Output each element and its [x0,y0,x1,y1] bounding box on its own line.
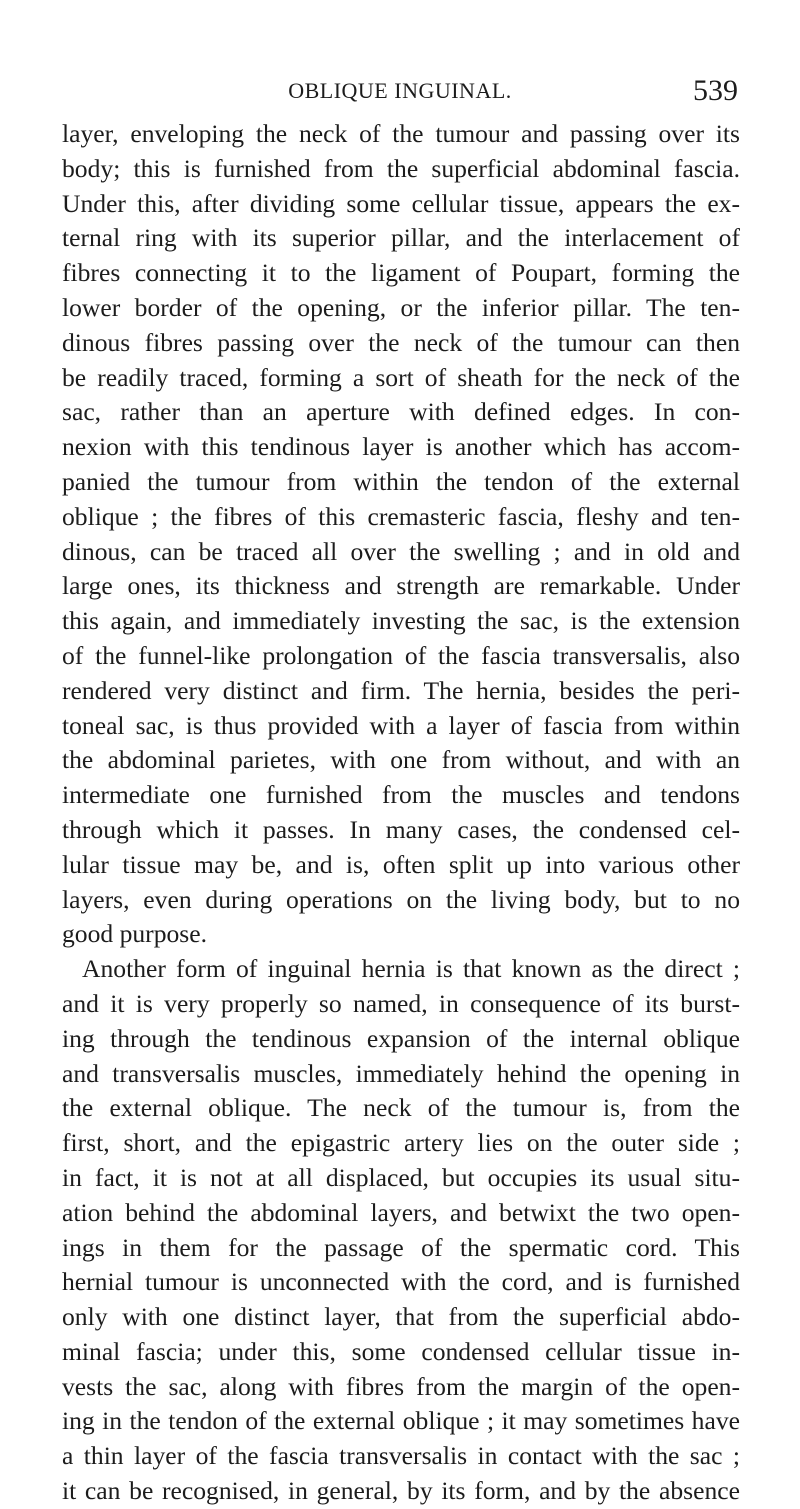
text-line: and it is very properly so named, in consequence of its burst- [62,988,740,1018]
text-line: the external oblique. The neck of the tumour is, from the [62,1093,740,1123]
page-number: 539 [693,74,738,107]
text-line: a thin layer of the fascia transversalis in contact with the sac ; [62,1441,740,1471]
text-line: ation behind the abdominal layers, and betwixt the two open- [62,1197,740,1227]
text-line: oblique ; the fibres of this cremasteric fascia, fleshy and ten- [62,501,740,531]
text-line: toneal sac, is thus provided with a layer of fascia from within [62,710,740,740]
text-line: layers, even during operations on the living body, but to no [62,884,740,914]
text-line: dinous, can be traced all over the swelling ; and in old and [62,536,740,566]
text-line: fibres connecting it to the ligament of Poupart, forming the [62,258,740,288]
text-line: minal fascia; under this, some condensed cellular tissue in- [62,1336,740,1366]
page-title: OBLIQUE INGUINAL. [288,78,512,103]
text-line: the abdominal parietes, with one from without, and with an [62,745,740,775]
body-text [62,117,740,1509]
text-line: body; this is furnished from the superficial abdominal fascia. [62,153,740,183]
text-line: ing through the tendinous expansion of the internal oblique [62,1023,740,1053]
text-line: ings in them for the passage of the spermatic cord. This [62,1232,740,1262]
text-line: through which it passes. In many cases, the condensed cel- [62,814,740,844]
text-line: rendered very distinct and firm. The hernia, besides the peri- [62,675,740,705]
running-head [0,74,800,106]
text-line: be readily traced, forming a sort of sheath for the neck of the [62,362,740,392]
text-line: hernial tumour is unconnected with the cord, and is furnished [62,1267,740,1297]
text-line: large ones, its thickness and strength are remarkable. Under [62,571,740,601]
text-line: first, short, and the epigastric artery lies on the outer side ; [62,1128,740,1158]
text-line: this again, and immediately investing the sac, is the extension [62,606,740,636]
text-line: intermediate one furnished from the muscles and tendons [62,780,740,810]
text-line: panied the tumour from within the tendon of the external [62,466,740,496]
text-line: sac, rather than an aperture with defined edges. In con- [62,397,740,427]
text-line: and transversalis muscles, immediately hehind the opening in [62,1058,740,1088]
text-line: it can be recognised, in general, by its form, and by the absence [62,1476,740,1506]
text-line: in fact, it is not at all displaced, but occupies its usual situ- [62,1162,740,1192]
text-line: vests the sac, along with fibres from the margin of the open- [62,1371,740,1401]
text-line: lular tissue may be, and is, often split up into various other [62,849,740,879]
text-line: Under this, after dividing some cellular tissue, appears the ex- [62,188,740,218]
text-line: lower border of the opening, or the inferior pillar. The ten- [62,292,740,322]
text-line: good purpose. [62,919,208,949]
text-line: layer, enveloping the neck of the tumour and passing over its [62,119,740,148]
text-line: nexion with this tendinous layer is another which has accom- [62,432,740,462]
text-line: Another form of inguinal hernia is that known as the direct ; [82,954,740,984]
text-line: only with one distinct layer, that from the superficial abdo- [62,1302,740,1332]
text-line: ternal ring with its superior pillar, and the interlacement of [62,223,740,253]
text-line: of the funnel-like prolongation of the fascia transversalis, also [62,640,740,670]
text-line: ing in the tendon of the external oblique ; it may sometimes have [62,1406,740,1436]
text-line: dinous fibres passing over the neck of the tumour can then [62,327,740,357]
